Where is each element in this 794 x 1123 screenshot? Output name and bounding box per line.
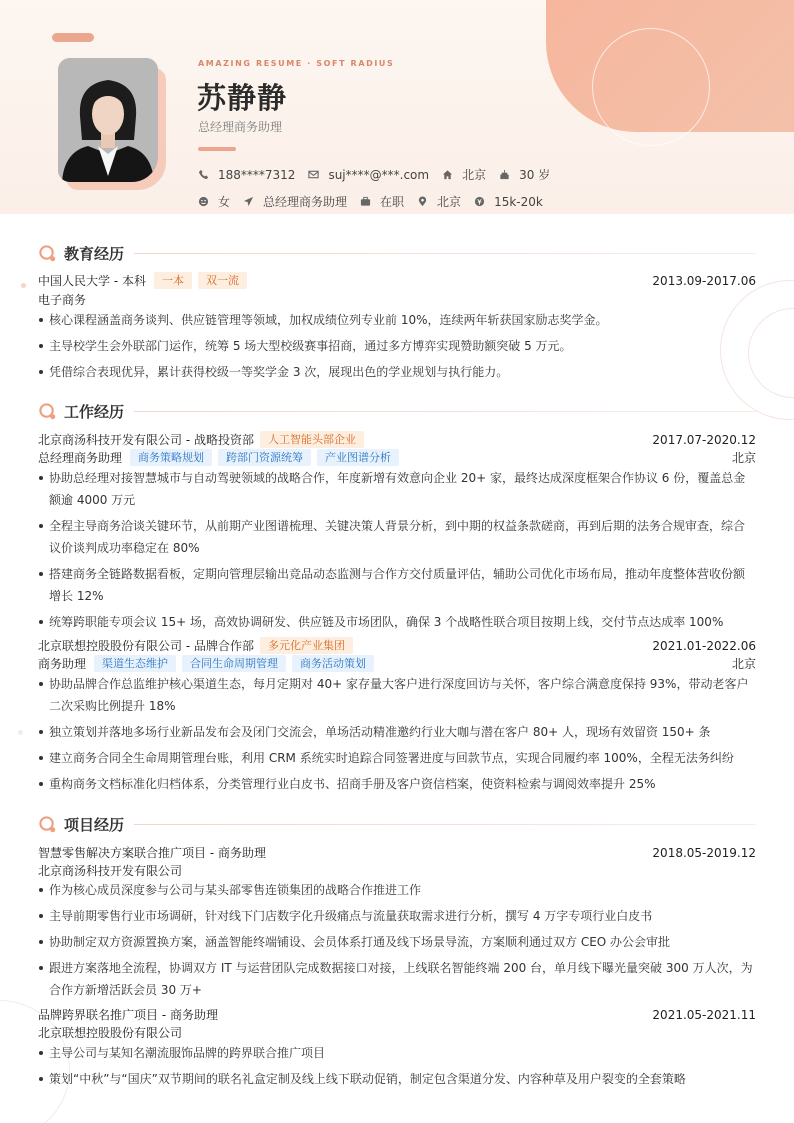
info-phone	[198, 168, 295, 182]
list-item: 独立策划并落地多场行业新品发布会及闭门交流会，单场活动精准邀约行业大咖与潜在客户 80+ 人，现场有效留资 150+ 条	[38, 721, 756, 743]
resume-header	[0, 0, 794, 214]
job-city: 北京	[731, 657, 756, 671]
list-item: 重构商务文档标准化归档体系，分类管理行业白皮书、招商手册及客户资信档案，使资料检索与调阅效率提升 25%	[38, 773, 756, 795]
section-divider	[134, 411, 756, 412]
project-entry-header	[38, 844, 756, 861]
info-age	[499, 166, 550, 183]
job-entry-header	[38, 637, 756, 654]
job-period: 2017.07-2020.12	[652, 432, 756, 447]
list-item: 策划“中秋”与“国庆”双节期间的联名礼盒定制及线上线下联动促销，制定包含渠道分发、内容种草及用户裂变的全套策略	[38, 1068, 756, 1090]
project-name: 品牌跨界联名推广项目 - 商务助理	[38, 1008, 218, 1022]
briefcase-icon	[360, 196, 371, 207]
info-target-position	[243, 193, 347, 210]
phone-icon	[198, 169, 209, 180]
info-target-city	[417, 193, 461, 210]
company-name: 北京商汤科技开发有限公司 - 战略投资部	[38, 433, 254, 447]
decorative-circle	[592, 28, 710, 146]
section-search-icon	[38, 244, 57, 263]
resume-eyebrow: AMAZING RESUME · SOFT RADIUS	[198, 59, 395, 68]
education-entry-header	[38, 272, 756, 289]
section-divider	[134, 824, 756, 825]
section-heading: 工作经历	[64, 403, 125, 421]
project-name: 智慧零售解决方案联合推广项目 - 商务助理	[38, 846, 266, 860]
info-email	[308, 168, 429, 182]
contact-info-row	[198, 166, 563, 183]
decorative-dot	[21, 283, 26, 288]
list-item: 协助总经理对接智慧城市与自动驾驶领域的战略合作，年度新增有效意向企业 20+ 家，最终达成深度框架合作协议 6 份，覆盖总金额逾 4000 万元	[38, 467, 756, 511]
target-position: 总经理商务助理	[263, 195, 348, 209]
age-value: 30 岁	[519, 168, 551, 182]
list-item: 凭借综合表现优异，累计获得校级一等奖学金 3 次，展现出色的学业规划与执行能力。	[38, 361, 756, 383]
job-bullets	[38, 467, 756, 637]
project-company-row	[38, 1024, 756, 1041]
company-tag: 多元化产业集团	[260, 637, 353, 654]
job-period: 2021.01-2022.06	[652, 638, 756, 653]
candidate-title: 总经理商务助理	[198, 120, 283, 134]
section-divider	[134, 253, 756, 254]
education-major-row	[38, 291, 756, 308]
job-role-row	[38, 449, 756, 466]
job-role-row	[38, 655, 756, 672]
mail-icon	[308, 169, 319, 180]
profile-photo	[58, 58, 158, 182]
target-city: 北京	[437, 195, 462, 209]
expected-salary: 15k-20k	[494, 194, 543, 209]
job-city: 北京	[731, 451, 756, 465]
list-item: 主导前期零售行业市场调研，针对线下门店数字化升级痛点与流量获取需求进行分析，撰写 4 万字专项行业白皮书	[38, 905, 756, 927]
project-company: 北京联想控股股份有限公司	[38, 1026, 183, 1040]
company-tag: 人工智能头部企业	[260, 431, 364, 448]
job-bullets	[38, 673, 756, 799]
info-gender	[198, 193, 230, 210]
section-heading: 项目经历	[64, 816, 125, 834]
school-tag: 一本	[154, 272, 192, 289]
salary-icon	[474, 196, 485, 207]
list-item: 搭建商务全链路数据看板，定期向管理层输出竞品动态监测与合作方交付质量评估，辅助公司优化市场布局，推动年度整体营收份额增长 12%	[38, 563, 756, 607]
list-item: 协助品牌合作总监维护核心渠道生态，每月定期对 40+ 家存量大客户进行深度回访与关怀，客户综合满意度保持 93%，带动老客户二次采购比例提升 18%	[38, 673, 756, 717]
list-item: 统筹跨职能专项会议 15+ 场，高效协调研发、供应链及市场团队，确保 3 个战略性联合项目按期上线，交付节点达成率 100%	[38, 611, 756, 633]
cake-icon	[499, 169, 510, 180]
skill-tag: 跨部门资源统筹	[218, 449, 311, 466]
school-name: 中国人民大学 - 本科	[38, 274, 146, 288]
project-bullets	[38, 1042, 756, 1094]
education-bullets	[38, 309, 756, 387]
info-job-status	[360, 193, 404, 210]
info-residence	[442, 166, 486, 183]
project-company-row	[38, 862, 756, 879]
decorative-pill	[52, 33, 94, 42]
gender-icon	[198, 196, 209, 207]
project-period: 2021.05-2021.11	[652, 1007, 756, 1022]
project-bullets	[38, 879, 756, 1005]
list-item: 跟进方案落地全流程，协调双方 IT 与运营团队完成数据接口对接，上线联名智能终端 200 台，单月线下曝光量突破 300 万人次，为合作方新增活跃会员 30 万+	[38, 957, 756, 1001]
major-name: 电子商务	[38, 293, 87, 307]
list-item: 作为核心成员深度参与公司与某头部零售连锁集团的战略合作推进工作	[38, 879, 756, 901]
location-pin-icon	[417, 196, 428, 207]
section-heading: 教育经历	[64, 245, 125, 263]
job-entry-header	[38, 431, 756, 448]
skill-tag: 渠道生态维护	[94, 655, 176, 672]
section-title-projects	[38, 814, 756, 835]
job-role: 商务助理	[38, 657, 87, 671]
section-title-education	[38, 243, 756, 264]
accent-divider	[198, 147, 236, 151]
project-period: 2018.05-2019.12	[652, 845, 756, 860]
gender-value: 女	[218, 195, 231, 209]
skill-tag: 产业图谱分析	[317, 449, 399, 466]
list-item: 全程主导商务洽谈关键环节，从前期产业图谱梳理、关键决策人背景分析，到中期的权益条款磋商，再到后期的法务合规审查，综合议价谈判成功率稳定在 80%	[38, 515, 756, 559]
job-role: 总经理商务助理	[38, 451, 123, 465]
list-item: 建立商务合同全生命周期管理台账，利用 CRM 系统实时追踪合同签署进度与回款节点，实现合同履约率 100%，全程无法务纠纷	[38, 747, 756, 769]
residence-city: 北京	[462, 168, 487, 182]
phone-number: 188****7312	[218, 167, 296, 182]
project-company: 北京商汤科技开发有限公司	[38, 864, 183, 878]
info-salary	[474, 195, 543, 209]
candidate-name: 苏静静	[197, 81, 288, 115]
list-item: 核心课程涵盖商务谈判、供应链管理等领域，加权成绩位列专业前 10%，连续两年斩获国家励志奖学金。	[38, 309, 756, 331]
section-title-work	[38, 401, 756, 422]
school-tag: 双一流	[198, 272, 247, 289]
education-period: 2013.09-2017.06	[652, 273, 756, 288]
list-item: 主导公司与某知名潮流服饰品牌的跨界联合推广项目	[38, 1042, 756, 1064]
section-search-icon	[38, 402, 57, 421]
home-icon	[442, 169, 453, 180]
job-status: 在职	[380, 195, 405, 209]
section-search-icon	[38, 815, 57, 834]
list-item: 主导校学生会外联部门运作，统筹 5 场大型校级赛事招商，通过多方博弈实现赞助额突破 5 万元。	[38, 335, 756, 357]
send-icon	[243, 196, 254, 207]
list-item: 协助制定双方资源置换方案，涵盖智能终端铺设、会员体系打通及线下场景导流，方案顺利通过双方 CEO 办公会审批	[38, 931, 756, 953]
skill-tag: 合同生命周期管理	[182, 655, 286, 672]
project-entry-header	[38, 1006, 756, 1023]
email-address: suj****@***.com	[328, 167, 430, 182]
profile-info-row	[198, 193, 556, 210]
skill-tag: 商务活动策划	[292, 655, 374, 672]
skill-tag: 商务策略规划	[130, 449, 212, 466]
company-name: 北京联想控股股份有限公司 - 品牌合作部	[38, 639, 254, 653]
decorative-dot	[18, 730, 23, 735]
